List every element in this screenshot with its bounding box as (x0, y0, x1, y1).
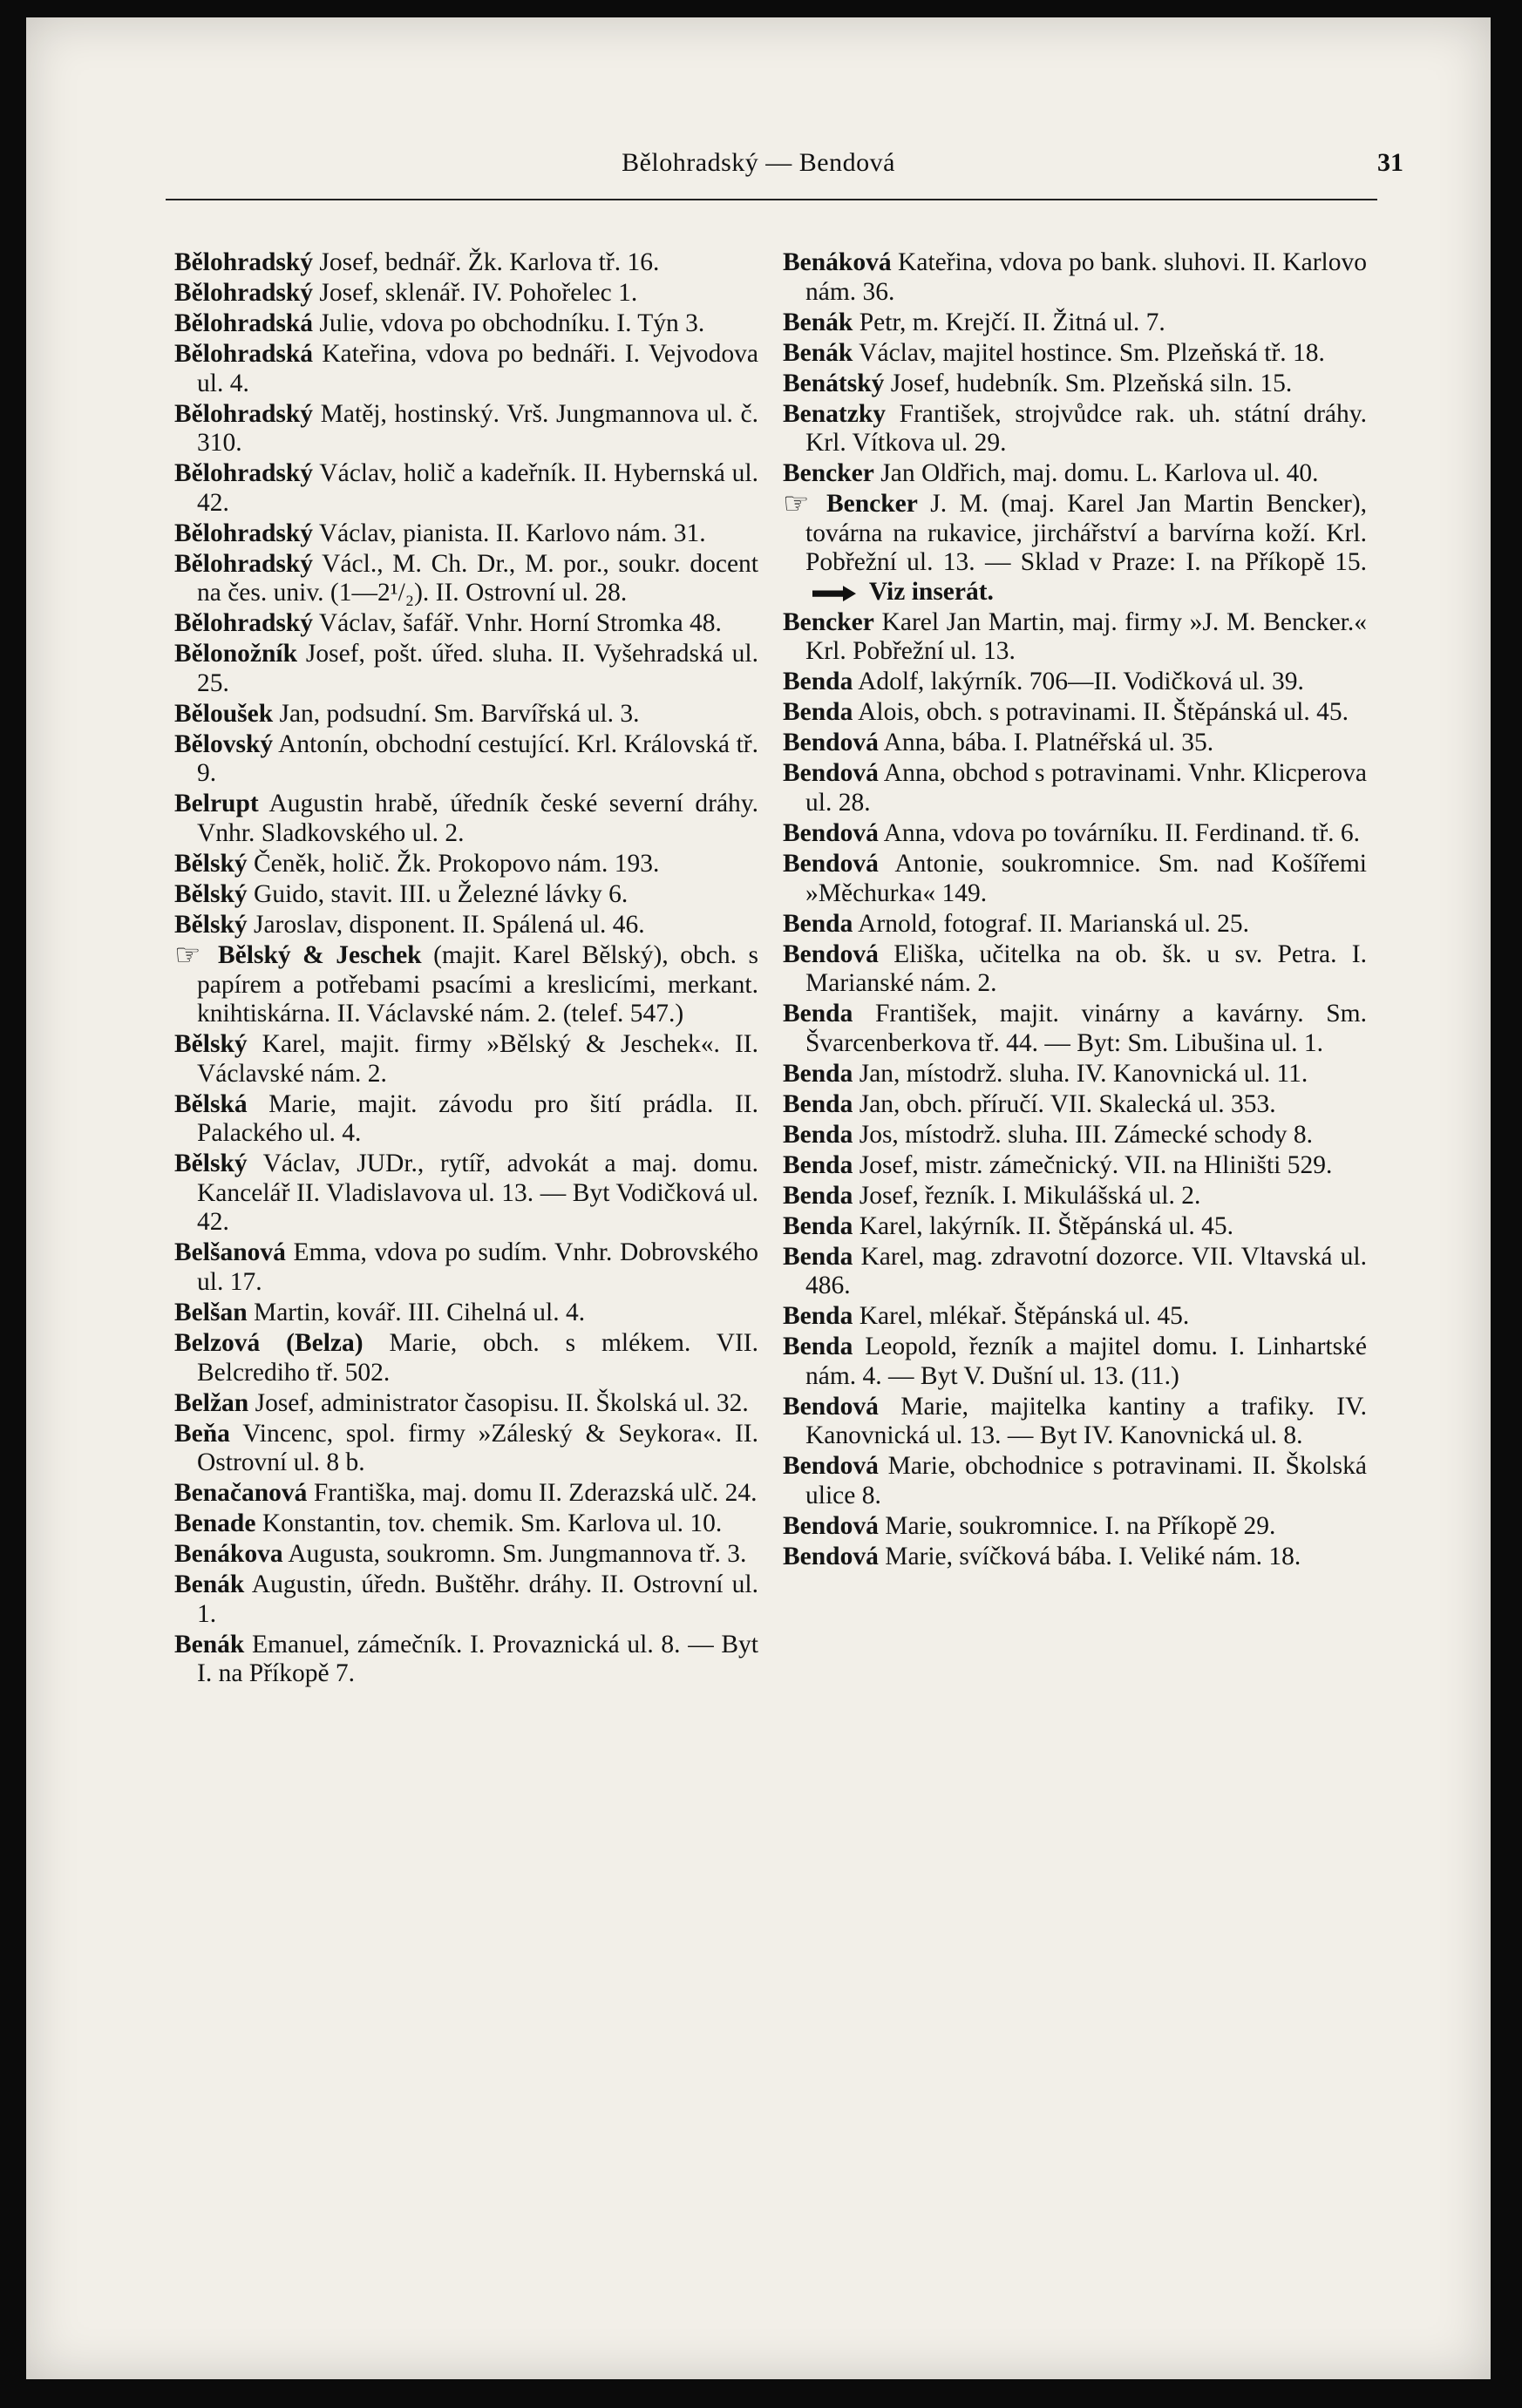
entry-details: Konstantin, tov. chemik. Sm. Karlova ul. 10. (255, 1509, 723, 1538)
entry-name: Bělohradský (174, 519, 314, 547)
entry-name: Bendová (783, 729, 879, 757)
directory-page (26, 17, 1491, 2379)
entry-details: Jan, obch. příručí. VII. Skalecká ul. 353. (853, 1089, 1276, 1118)
entry-details: Marie, majit. závodu pro šití prádla. II. Palackého ul. 4. (197, 1089, 758, 1148)
entry-details: Matěj, hostinský. Vrš. Jungmannova ul. č. 310. (197, 399, 758, 458)
entry-details: Karel, mlékař. Štěpánská ul. 45. (853, 1302, 1190, 1331)
directory-entry (174, 1030, 758, 1089)
directory-entry (174, 519, 758, 549)
entry-details: Josef, hudebník. Sm. Plzeňská siln. 15. (884, 369, 1293, 397)
entry-details: Julie, vdova po obchodníku. I. Týn 3. (313, 309, 705, 337)
entry-details: Augusta, soukromn. Sm. Jungmannova tř. 3. (282, 1540, 747, 1569)
directory-entry (174, 400, 758, 458)
directory-entry (174, 609, 758, 639)
directory-entry (174, 911, 758, 940)
entry-details: Josef, sklenář. IV. Pohořelec 1. (313, 278, 638, 307)
directory-entry (783, 1393, 1367, 1451)
entry-details: Jos, místodrž. sluha. III. Zámecké schody 8. (853, 1120, 1313, 1149)
entry-details: Anna, vdova po továrníku. II. Ferdinand. tř. 6. (878, 818, 1361, 847)
entry-details: Karel Jan Martin, maj. firmy »J. M. Bencker.« Krl. Pobřežní ul. 13. (805, 607, 1367, 666)
entry-details: Emanuel, zámečník. I. Provaznická ul. 8. — Byt I. na Příkopě 7. (197, 1630, 758, 1688)
entry-details: (majit. Karel Bělský), obch. s papírem a potřebami psacími a kreslicími, merkant. knihtiskárna. II. Václavské nám. 2. (telef. 547.) (197, 940, 758, 1028)
entry-details: Josef, pošt. úřed. sluha. II. Vyšehradská ul. 25. (197, 640, 758, 697)
directory-entry (174, 459, 758, 518)
entry-details: Anna, bába. I. Platnéřská ul. 35. (878, 729, 1214, 757)
directory-entry (174, 850, 758, 879)
entry-details: J. M. (maj. Karel Jan Martin Bencker), továrna na rukavice, jirchářství a barvírna koží. Krl. Pobřežní ul. 13. — Sklad v Praze: I. na Příkopě 15. (805, 490, 1367, 577)
entry-name: Bencker (783, 607, 874, 636)
entry-details: Arnold, fotograf. II. Marianská ul. 25. (853, 909, 1250, 938)
directory-entry (783, 1543, 1367, 1572)
directory-entry (174, 1150, 758, 1238)
entry-name: Benda (783, 1211, 853, 1240)
directory-entry (174, 700, 758, 729)
right-column (783, 248, 1367, 1573)
entry-name: Bendová (783, 818, 879, 847)
entry-details: Augustin, úředn. Buštěhr. dráhy. II. Ostrovní ul. 1. (197, 1570, 758, 1628)
entry-details: Anna, obchod s potravinami. Vnhr. Klicperova ul. 28. (805, 759, 1367, 817)
entry-details: Václ., M. Ch. Dr., M. por., soukr. docent na čes. univ. (1—2¹/₂). II. Ostrovní ul. 28. (197, 549, 758, 607)
entry-name: Benda (783, 1242, 853, 1271)
entry-name: Bělohradský (174, 278, 314, 307)
entry-details: Kateřina, vdova po bank. sluhovi. II. Karlovo nám. 36. (805, 248, 1367, 306)
directory-entry (174, 1479, 758, 1509)
directory-entry (174, 730, 758, 789)
entry-name: Benákova (174, 1540, 283, 1569)
left-column (174, 248, 758, 1690)
directory-entry (783, 1243, 1367, 1301)
entry-name: Bělohradský (174, 399, 314, 428)
directory-entry (783, 1121, 1367, 1150)
directory-entry (783, 490, 1367, 607)
entry-details: Josef, mistr. zámečnický. VII. na Hliništi 529. (853, 1150, 1333, 1179)
entry-name: Bělský (174, 879, 248, 908)
entry-details: Václav, JUDr., rytíř, advokát a maj. domu. Kancelář II. Vladislavova ul. 13. — Byt Vodičková ul. 42. (197, 1150, 758, 1237)
entry-name: Běloušek (174, 699, 274, 728)
directory-entry (783, 910, 1367, 939)
entry-details: Antonín, obchodní cestující. Krl. Královská tř. 9. (197, 729, 758, 788)
entry-name: Bělská (174, 1089, 248, 1118)
entry-details: Guido, stavit. III. u Železné lávky 6. (247, 879, 629, 908)
entry-name: Bendová (783, 939, 879, 968)
entry-details: František, majit. vinárny a kavárny. Sm. Švarcenberkova tř. 44. — Byt: Sm. Libušina ul. 1. (805, 1000, 1367, 1057)
entry-details: Antonie, soukromnice. Sm. nad Košířemi »Měchurka« 149. (805, 849, 1367, 907)
entry-details: Emma, vdova po sudím. Vnhr. Dobrovského ul. 17. (197, 1238, 758, 1296)
directory-entry (783, 400, 1367, 458)
entry-details: Kateřina, vdova po bednáři. I. Vejvodova ul. 4. (197, 339, 758, 397)
entry-details: Václav, majitel hostince. Sm. Plzeňská tř. 18. (853, 338, 1325, 367)
entry-name: Bělohradská (174, 309, 314, 337)
entry-details: Václav, pianista. II. Karlovo nám. 31. (313, 519, 706, 547)
entry-name: Bělohradský (174, 459, 314, 488)
entry-details: Václav, šafář. Vnhr. Horní Stromka 48. (313, 609, 722, 638)
directory-entry (174, 1420, 758, 1478)
entry-name: Benda (783, 1059, 853, 1088)
directory-entry (783, 1333, 1367, 1391)
entry-name: Benda (783, 1089, 853, 1118)
entry-name: Benade (174, 1509, 256, 1538)
entry-details: Marie, svíčková bába. I. Veliké nám. 18. (878, 1542, 1301, 1570)
entry-name: Benda (783, 1120, 853, 1149)
directory-entry (174, 880, 758, 910)
entry-details: Jan, místodrž. sluha. IV. Kanovnická ul. 11. (853, 1059, 1308, 1088)
header-rule (166, 199, 1377, 200)
directory-entry (783, 248, 1367, 307)
page-number: 31 (1377, 148, 1403, 177)
entry-name: Bencker (826, 490, 918, 519)
entry-details: Adolf, lakýrník. 706—II. Vodičková ul. 39. (853, 668, 1304, 696)
directory-entry (783, 1000, 1367, 1058)
entry-details: Petr, m. Krejčí. II. Žitná ul. 7. (853, 308, 1165, 336)
entry-name: Benátský (783, 369, 885, 397)
directory-entry (783, 309, 1367, 338)
directory-entry (783, 459, 1367, 489)
directory-entry (783, 698, 1367, 728)
entry-details: Josef, bednář. Žk. Karlova tř. 16. (313, 248, 660, 276)
directory-entry (174, 1329, 758, 1387)
entry-name: Benák (783, 338, 853, 367)
pointing-hand-icon: ☞ (783, 488, 810, 521)
directory-entry (783, 1452, 1367, 1510)
entry-details: Augustin hrabě, úředník české severní dráhy. Vnhr. Sladkovského ul. 2. (197, 790, 758, 847)
directory-entry (174, 309, 758, 339)
directory-entry (174, 640, 758, 698)
directory-entry (174, 340, 758, 398)
entry-name: Belšanová (174, 1238, 286, 1267)
entry-name: Bělský (174, 1030, 248, 1059)
directory-entry (783, 1060, 1367, 1089)
directory-entry (174, 941, 758, 1029)
directory-entry (783, 940, 1367, 999)
entry-name: Benačanová (174, 1479, 308, 1508)
entry-reference: Viz inserát. (863, 577, 994, 606)
entry-details: Jan Oldřich, maj. domu. L. Karlova ul. 40. (873, 459, 1319, 488)
directory-entry (783, 1302, 1367, 1332)
entry-details: Čeněk, holič. Žk. Prokopovo nám. 193. (247, 849, 660, 878)
entry-name: Bendová (783, 1452, 879, 1481)
directory-entry (783, 1151, 1367, 1181)
entry-details: Karel, majit. firmy »Bělský & Jeschek«. II. Václavské nám. 2. (197, 1030, 758, 1088)
entry-details: Josef, řezník. I. Mikulášská ul. 2. (853, 1181, 1201, 1210)
entry-details: Leopold, řezník a majitel domu. I. Linhartské nám. 4. — Byt V. Dušní ul. 13. (11.) (805, 1333, 1367, 1390)
entry-name: Bencker (783, 459, 874, 488)
directory-entry (174, 1509, 758, 1539)
entry-name: Bělský (174, 1150, 248, 1178)
directory-entry (174, 1389, 758, 1419)
entry-name: Bělonožník (174, 640, 297, 668)
directory-entry (783, 850, 1367, 908)
entry-details: Josef, administrator časopisu. II. Školská ul. 32. (248, 1388, 749, 1417)
entry-name: Bělský (174, 910, 248, 939)
directory-entry (783, 1512, 1367, 1542)
directory-entry (783, 608, 1367, 667)
entry-name: Benák (174, 1630, 245, 1658)
directory-entry (783, 729, 1367, 758)
directory-entry (783, 1212, 1367, 1242)
entry-name: Benák (783, 308, 853, 336)
entry-details: Jaroslav, disponent. II. Spálená ul. 46. (247, 910, 645, 939)
directory-entry (783, 339, 1367, 369)
entry-details: Martin, kovář. III. Cihelná ul. 4. (247, 1298, 586, 1326)
entry-details: Alois, obch. s potravinami. II. Štěpánská ul. 45. (853, 698, 1349, 727)
entry-name: Benáková (783, 248, 892, 276)
entry-name: Benda (783, 909, 853, 938)
directory-entry (174, 1299, 758, 1328)
entry-name: Belžan (174, 1388, 249, 1417)
directory-entry (174, 1570, 758, 1629)
directory-entry (174, 248, 758, 278)
pointer-arrow-icon (812, 586, 856, 601)
running-head: Bělohradský — Bendová (622, 148, 895, 177)
directory-entry (783, 759, 1367, 817)
entry-name: Belšan (174, 1298, 248, 1326)
entry-name: Benda (783, 1302, 853, 1331)
entry-details: Vincenc, spol. firmy »Záleský & Seykora«. II. Ostrovní ul. 8 b. (197, 1419, 758, 1477)
entry-name: Belrupt (174, 790, 259, 818)
entry-name: Bendová (783, 849, 879, 878)
entry-details: Marie, obchodnice s potravinami. II. Školská ulice 8. (805, 1452, 1367, 1509)
directory-entry (783, 1090, 1367, 1120)
directory-entry (174, 1631, 758, 1689)
entry-name: Bendová (783, 1392, 879, 1421)
entry-name: Benda (783, 1333, 853, 1361)
entry-details: František, strojvůdce rak. uh. státní dráhy. Krl. Vítkova ul. 29. (805, 399, 1367, 458)
entry-name: Bělohradský (174, 609, 314, 638)
pointing-hand-icon: ☞ (174, 939, 201, 972)
entry-details: Karel, mag. zdravotní dozorce. VII. Vltavská ul. 486. (805, 1242, 1367, 1300)
entry-details: Václav, holič a kadeřník. II. Hybernská ul. 42. (197, 459, 758, 517)
entry-name: Bělský & Jeschek (218, 940, 422, 969)
entry-name: Benatzky (783, 399, 886, 428)
entry-name: Bělohradský (174, 549, 314, 578)
directory-entry (174, 550, 758, 608)
entry-name: Bělovský (174, 729, 274, 758)
directory-entry (783, 370, 1367, 399)
entry-details: Marie, soukromnice. I. na Příkopě 29. (878, 1511, 1276, 1540)
entry-name: Beňa (174, 1419, 230, 1448)
entry-name: Bělohradská (174, 339, 314, 368)
entry-details: Marie, obch. s mlékem. VII. Belcrediho tř. 502. (197, 1328, 758, 1387)
directory-entry (174, 1238, 758, 1297)
entry-name: Benda (783, 668, 853, 696)
directory-entry (174, 1090, 758, 1149)
entry-details: Františka, maj. domu II. Zderazská ulč. 24. (307, 1479, 758, 1508)
directory-entry (174, 279, 758, 309)
entry-name: Benák (174, 1570, 245, 1599)
entry-name: Benda (783, 698, 853, 727)
entry-name: Bělský (174, 849, 248, 878)
directory-entry (783, 1182, 1367, 1211)
entry-details: Marie, majitelka kantiny a trafiky. IV. Kanovnická ul. 13. — Byt IV. Kanovnická ul. 8. (805, 1392, 1367, 1450)
entry-details: Jan, podsudní. Sm. Barvířská ul. 3. (273, 699, 640, 728)
entry-name: Bendová (783, 1542, 879, 1570)
entry-name: Benda (783, 1150, 853, 1179)
entry-name: Bendová (783, 759, 879, 788)
entry-name: Belzová (Belza) (174, 1328, 364, 1357)
entry-name: Bendová (783, 1511, 879, 1540)
directory-entry (783, 668, 1367, 697)
entry-name: Benda (783, 1000, 853, 1028)
entry-details: Eliška, učitelka na ob. šk. u sv. Petra. I. Marianské nám. 2. (805, 939, 1367, 998)
entry-name: Benda (783, 1181, 853, 1210)
entry-details: Karel, lakýrník. II. Štěpánská ul. 45. (853, 1211, 1233, 1240)
entry-name: Bělohradský (174, 248, 314, 276)
directory-entry (174, 1540, 758, 1570)
directory-entry (783, 819, 1367, 849)
directory-entry (174, 790, 758, 848)
